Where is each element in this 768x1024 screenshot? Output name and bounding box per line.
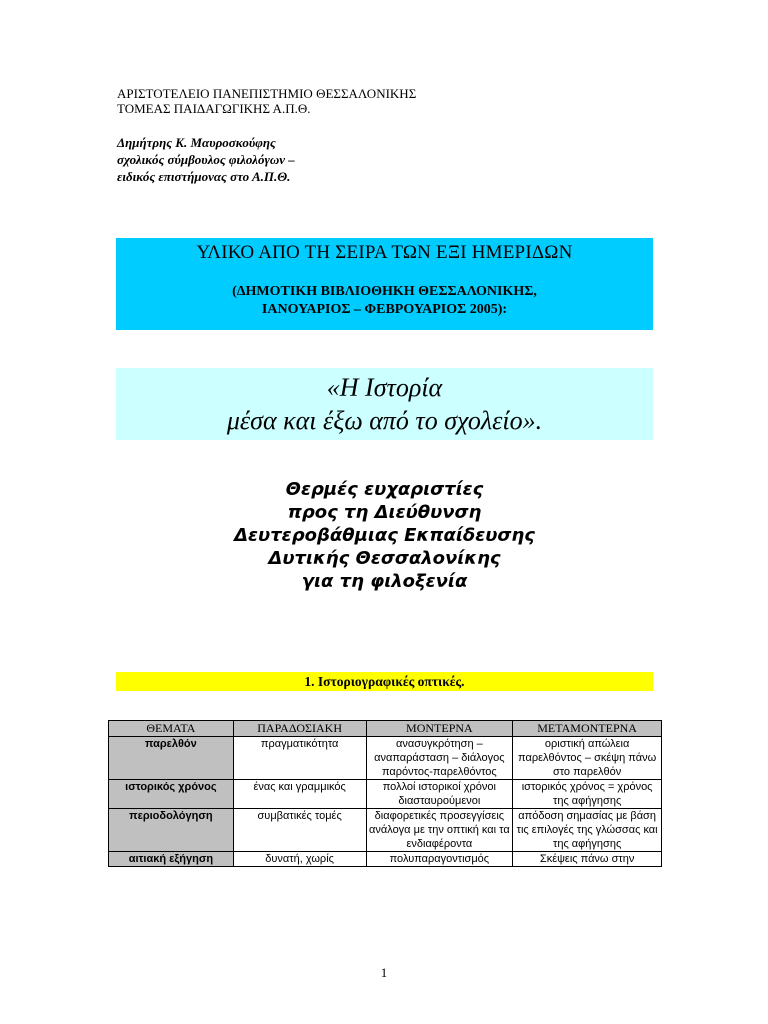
column-header: ΠΑΡΑΔΟΣΙΑΚΗ xyxy=(233,721,366,737)
table-row xyxy=(109,809,662,852)
cell-modern: πολυπαραγοντισμός xyxy=(366,852,513,867)
author-role-line-2: ειδικός επιστήμονας στο Α.Π.Θ. xyxy=(117,169,291,184)
historiography-table xyxy=(108,720,662,867)
department-name: ΤΟΜΕΑΣ ΠΑΙΔΑΓΩΓΙΚΗΣ Α.Π.Θ. xyxy=(117,101,311,116)
cell-modern: ανασυγκρότηση – αναπαράσταση – διάλογος παρόντος-παρελθόντος xyxy=(366,737,513,780)
table-row xyxy=(109,737,662,780)
cell-modern: διαφορετικές προσεγγίσεις ανάλογα με την οπτική και τα ενδιαφέροντα xyxy=(366,809,513,852)
topic-line-2: μέσα και έξω από το σχολείο». xyxy=(226,406,543,435)
row-theme: αιτιακή εξήγηση xyxy=(109,852,234,867)
author-role-line-1: σχολικός σύμβουλος φιλολόγων – xyxy=(117,152,295,167)
thanks-line: προς τη Διεύθυνση xyxy=(287,502,482,523)
topic-line-1: «Η Ιστορία xyxy=(326,373,443,402)
series-banner xyxy=(116,238,653,330)
row-theme: ιστορικός χρόνος xyxy=(109,780,234,809)
cell-traditional: δυνατή, χωρίς xyxy=(233,852,366,867)
cell-traditional: πραγματικότητα xyxy=(233,737,366,780)
series-title: ΥΛΙΚΟ ΑΠΟ ΤΗ ΣΕΙΡΑ ΤΩΝ ΕΞΙ ΗΜΕΡΙΔΩΝ xyxy=(196,242,573,263)
thanks-line: για τη φιλοξενία xyxy=(301,571,468,592)
university-name: ΑΡΙΣΤΟΤΕΛΕΙΟ ΠΑΝΕΠΙΣΤΗΜΙΟ ΘΕΣΣΑΛΟΝΙΚΗΣ xyxy=(117,86,417,101)
topic-banner xyxy=(116,368,653,440)
cell-postmodern: οριστική απώλεια παρελθόντος – σκέψη πάνω στο παρελθόν xyxy=(513,737,662,780)
table-row xyxy=(109,780,662,809)
series-subtitle-line-2: ΙΑΝΟΥΑΡΙΟΣ – ΦΕΒΡΟΥΑΡΙΟΣ 2005): xyxy=(261,302,508,317)
author-name: Δημήτρης Κ. Μαυροσκούφης xyxy=(117,135,276,150)
thanks-line: Δυτικής Θεσσαλονίκης xyxy=(268,548,501,569)
column-header: ΜΟΝΤΕΡΝΑ xyxy=(366,721,513,737)
thanks-line: Θερμές ευχαριστίες xyxy=(285,479,484,500)
table-header-row xyxy=(109,721,662,737)
acknowledgements xyxy=(116,478,653,593)
row-theme: περιοδολόγηση xyxy=(109,809,234,852)
table-row xyxy=(109,852,662,867)
cell-modern: πολλοί ιστορικοί χρόνοι διασταυρούμενοι xyxy=(366,780,513,809)
author-block xyxy=(117,134,295,185)
institution-header xyxy=(117,86,416,116)
cell-postmodern: Σκέψεις πάνω στην xyxy=(513,852,662,867)
series-subtitle xyxy=(116,283,653,319)
cell-postmodern: ιστορικός χρόνος = χρόνος της αφήγησης xyxy=(513,780,662,809)
thanks-line: Δευτεροβάθμιας Εκπαίδευσης xyxy=(234,525,535,546)
cell-traditional: ένας και γραμμικός xyxy=(233,780,366,809)
cell-traditional: συμβατικές τομές xyxy=(233,809,366,852)
column-header: ΘΕΜΑΤΑ xyxy=(109,721,234,737)
cell-postmodern: απόδοση σημασίας με βάση τις επιλογές της γλώσσας και της αφήγησης xyxy=(513,809,662,852)
row-theme: παρελθόν xyxy=(109,737,234,780)
column-header: ΜΕΤΑΜΟΝΤΕΡΝΑ xyxy=(513,721,662,737)
page-number: 1 xyxy=(380,965,388,980)
section-heading: 1. Ιστοριογραφικές οπτικές. xyxy=(116,672,653,691)
series-subtitle-line-1: (ΔΗΜΟΤΙΚΗ ΒΙΒΛΙΟΘΗΚΗ ΘΕΣΣΑΛΟΝΙΚΗΣ, xyxy=(232,284,537,299)
